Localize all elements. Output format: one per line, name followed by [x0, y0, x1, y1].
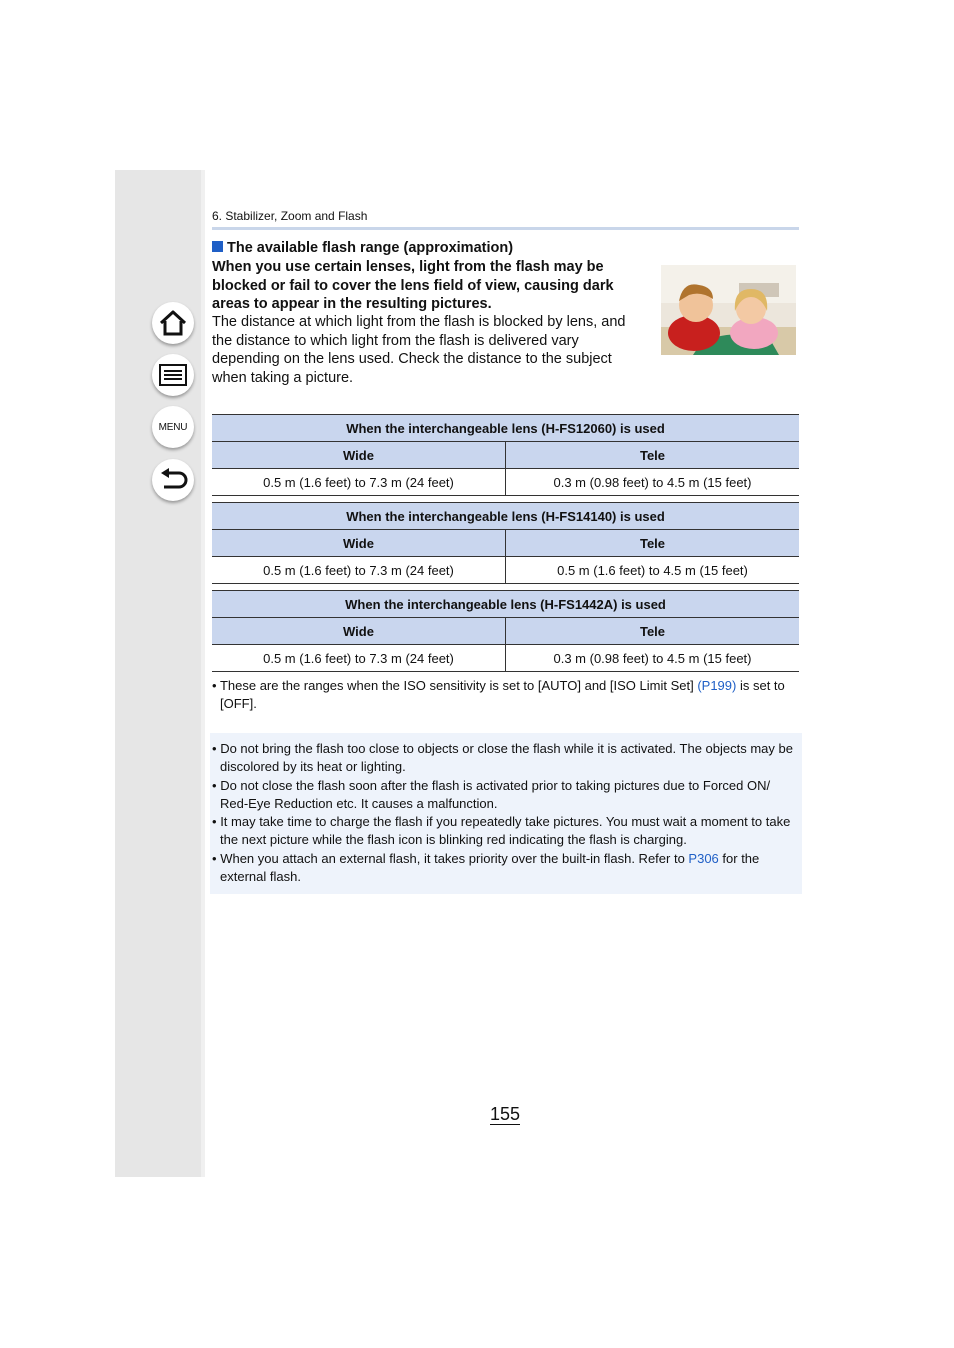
bold-warning-text: When you use certain lenses, light from the flash may be blocked or fail to cover the lens field of view, causing dark areas to appear in the resulting pictures. — [212, 259, 614, 313]
breadcrumb: 6. Stabilizer, Zoom and Flash — [212, 209, 368, 223]
caution-text-end: for the external flash. — [220, 850, 760, 885]
table-title: When the interchangeable lens (H-FS14140) is used — [212, 503, 799, 530]
bullet-mark: • — [212, 741, 217, 756]
column-header-wide: Wide — [212, 530, 506, 557]
body-text: The distance at which light from the flash is blocked by lens, and the distance to which light from the flash is delivered vary depending on the lens used. Check the distance to the subject when taking a picture. — [212, 314, 626, 386]
section-title — [212, 240, 513, 256]
tele-range-cell: 0.5 m (1.6 feet) to 4.5 m (15 feet) — [506, 557, 800, 584]
caution-item — [212, 777, 801, 814]
column-header-wide: Wide — [212, 618, 506, 645]
caution-text: It may take time to charge the flash if you repeatedly take pictures. You must wait a moment to take the next picture while the flash icon is blinking red indicating the flash is charging. — [220, 814, 791, 848]
sidebar-edge — [201, 170, 205, 1177]
caution-text: When you attach an external flash, it takes priority over the built-in flash. Refer to — [220, 850, 689, 866]
note-text-end: is set to [OFF]. — [220, 678, 785, 711]
wide-range-cell: 0.5 m (1.6 feet) to 7.3 m (24 feet) — [212, 645, 506, 672]
note-item — [212, 677, 799, 713]
bullet-mark: • — [212, 777, 217, 793]
page-number: 155 — [490, 1104, 521, 1124]
home-icon — [158, 309, 188, 337]
note-text: These are the ranges when the ISO sensitivity is set to [AUTO] and [ISO Limit Set] — [219, 678, 698, 693]
contents-button[interactable] — [152, 354, 194, 396]
return-arrow-icon — [158, 466, 188, 494]
caution-item — [212, 813, 801, 850]
back-button[interactable] — [152, 459, 194, 501]
column-header-wide: Wide — [212, 442, 506, 469]
table-title: When the interchangeable lens (H-FS1442A) is used — [212, 591, 799, 618]
flash-range-table-h-fs12060 — [212, 414, 799, 496]
column-header-tele: Tele — [506, 618, 800, 645]
children-photo — [661, 265, 796, 355]
caution-list — [212, 740, 801, 886]
caution-text: Do not bring the flash too close to objects or close the flash while it is activated. The objects may be discolored by its heat or lighting. — [220, 741, 793, 775]
page-link-p306[interactable]: P306 — [688, 850, 719, 866]
tele-range-cell: 0.3 m (0.98 feet) to 4.5 m (15 feet) — [506, 469, 800, 496]
flash-range-table-h-fs1442a — [212, 590, 799, 672]
section-title-text: The available flash range (approximation) — [227, 240, 514, 256]
caution-text: Do not close the flash soon after the flash is activated prior to taking pictures due to Forced ON/ Red-Eye Reduction etc. It causes a malfunction. — [220, 777, 771, 811]
menu-icon: MENU — [158, 421, 188, 433]
blue-square-icon — [212, 241, 223, 252]
menu-button[interactable] — [152, 406, 194, 448]
wide-range-cell: 0.5 m (1.6 feet) to 7.3 m (24 feet) — [212, 557, 506, 584]
page-link-p199[interactable]: (P199) — [697, 678, 737, 693]
iso-note — [212, 677, 799, 713]
wide-range-cell: 0.5 m (1.6 feet) to 7.3 m (24 feet) — [212, 469, 506, 496]
caution-item — [212, 850, 801, 887]
bullet-mark: • — [212, 814, 217, 830]
header-divider — [212, 227, 799, 230]
table-title: When the interchangeable lens (H-FS12060) is used — [212, 415, 799, 442]
bullet-mark: • — [212, 850, 217, 866]
column-header-tele: Tele — [506, 442, 800, 469]
tele-range-cell: 0.3 m (0.98 feet) to 4.5 m (15 feet) — [506, 645, 800, 672]
caution-item — [212, 740, 801, 777]
home-button[interactable] — [152, 302, 194, 344]
bullet-mark: • — [212, 678, 217, 693]
column-header-tele: Tele — [506, 530, 800, 557]
flash-range-table-h-fs14140 — [212, 502, 799, 584]
list-icon — [158, 363, 188, 387]
